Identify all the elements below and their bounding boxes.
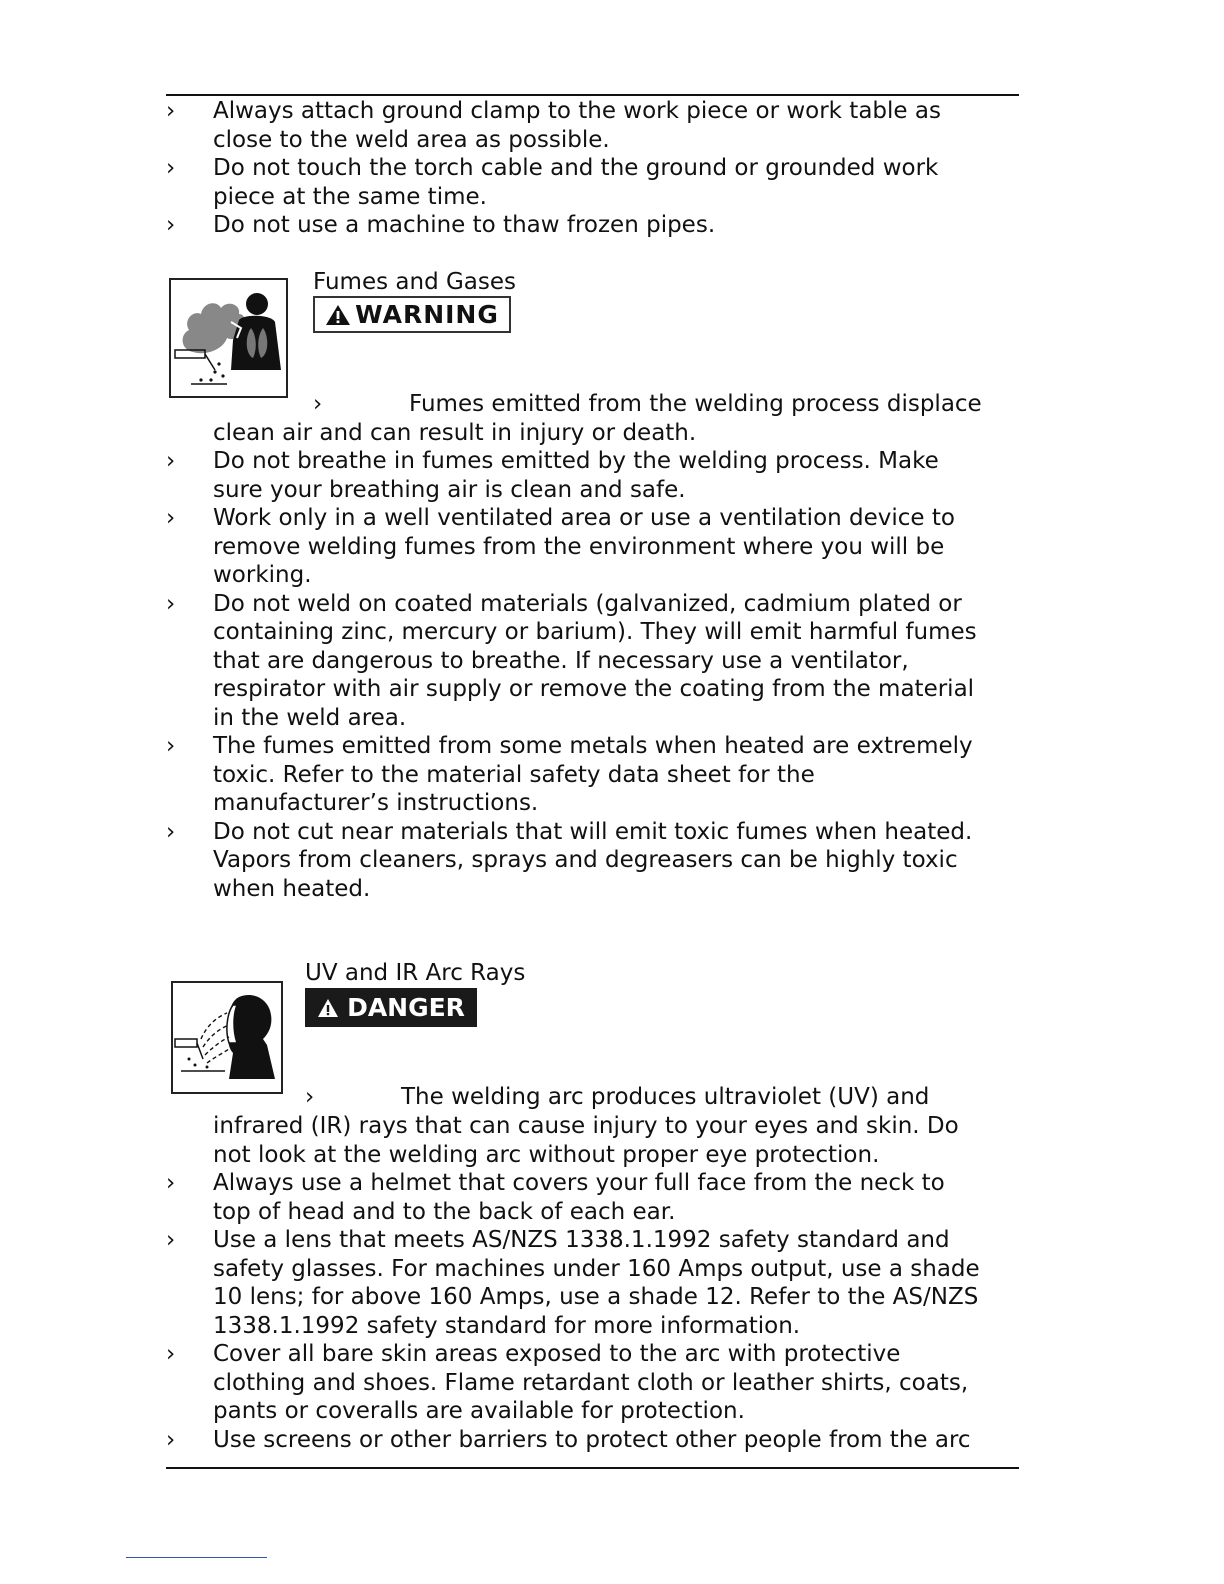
arc-lead-continuation (213, 1112, 959, 1169)
fumes-lead-continuation: clean air and can result in injury or death. (213, 420, 697, 446)
text-line: Vapors from cleaners, sprays and degreasers can be highly toxic (213, 847, 958, 873)
bottom-rule (166, 1467, 1019, 1469)
section-heading-fumes: Fumes and Gases (313, 269, 517, 295)
text-line: The welding arc produces ultraviolet (UV) and (401, 1084, 930, 1110)
bullet-marker: › (166, 505, 176, 531)
text-line: Do not use a machine to thaw frozen pipes. (213, 212, 716, 238)
bullet-marker: › (166, 733, 176, 759)
text-line: Use screens or other barriers to protect other people from the arc (213, 1426, 971, 1453)
list-item (166, 1340, 980, 1426)
text-line: respirator with air supply or remove the coating from the material (213, 676, 975, 702)
bullet-marker: › (166, 212, 176, 238)
text-line: remove welding fumes from the environment where you will be (213, 533, 945, 560)
list-item (166, 732, 977, 818)
list-item (166, 211, 941, 240)
text-line: safety glasses. For machines under 160 Amps output, use a shade (213, 1255, 980, 1282)
list-item (166, 1226, 980, 1340)
list-item (166, 154, 941, 211)
text-line: Do not breathe in fumes emitted by the welding process. Make (213, 448, 939, 474)
warning-triangle-icon (325, 304, 351, 326)
bullet-marker: › (166, 155, 176, 181)
bullet-marker: › (166, 1426, 176, 1453)
text-line: not look at the welding arc without proper eye protection. (213, 1141, 880, 1168)
text-line: Fumes emitted from the welding process displace (409, 391, 982, 417)
bullet-marker: › (313, 391, 323, 417)
intro-bullet-list (166, 97, 941, 240)
text-line: 1338.1.1992 safety standard for more information. (213, 1312, 801, 1339)
text-line: Always use a helmet that covers your full face from the neck to (213, 1170, 945, 1196)
bullet-marker: › (166, 590, 176, 617)
footer-underline (126, 1557, 267, 1558)
bullet-marker: › (166, 1170, 176, 1196)
text-line: close to the weld area as possible. (213, 126, 610, 153)
danger-badge-label: DANGER (347, 993, 465, 1022)
list-item (166, 590, 977, 733)
warning-triangle-icon (317, 998, 339, 1018)
bullet-marker: › (166, 98, 176, 124)
bullet-marker: › (166, 1227, 176, 1253)
text-line: toxic. Refer to the material safety data sheet for the (213, 761, 815, 788)
text-line: Cover all bare skin areas exposed to the arc with protective (213, 1341, 901, 1367)
list-item (166, 97, 941, 154)
text-line: piece at the same time. (213, 183, 487, 210)
text-line: when heated. (213, 875, 371, 902)
bullet-marker: › (166, 818, 176, 845)
fumes-hazard-icon (169, 278, 288, 398)
section-heading-arc: UV and IR Arc Rays (305, 960, 526, 986)
warning-badge (313, 296, 511, 333)
text-line: that are dangerous to breathe. If necessary use a ventilator, (213, 647, 909, 674)
bullet-marker: › (305, 1084, 315, 1110)
arc-bullet-list (166, 1169, 980, 1454)
fumes-bullet-list (166, 447, 977, 903)
text-line: pants or coveralls are available for protection. (213, 1398, 745, 1424)
list-item (166, 1169, 980, 1226)
text-line: Do not cut near materials that will emit toxic fumes when heated. (213, 818, 973, 845)
text-line: Work only in a well ventilated area or use a ventilation device to (213, 505, 955, 531)
bullet-marker: › (166, 1341, 176, 1367)
text-line: top of head and to the back of each ear. (213, 1198, 676, 1225)
text-line: infrared (IR) rays that can cause injury to your eyes and skin. Do (213, 1113, 959, 1139)
arc-lead-line (305, 1083, 929, 1112)
fumes-lead-line (313, 390, 982, 419)
top-rule (166, 94, 1019, 96)
text-line: The fumes emitted from some metals when heated are extremely (213, 733, 973, 759)
text-line: Do not touch the torch cable and the ground or grounded work (213, 155, 939, 181)
list-item (166, 1426, 980, 1455)
welding-helmet-icon (173, 983, 281, 1092)
text-line: containing zinc, mercury or barium). They will emit harmful fumes (213, 619, 977, 645)
text-line: manufacturer’s instructions. (213, 790, 539, 816)
bullet-marker: › (166, 448, 176, 474)
warning-badge-label: WARNING (355, 300, 499, 329)
arc-rays-hazard-icon (171, 981, 283, 1094)
danger-badge (305, 988, 477, 1027)
list-item (166, 504, 977, 590)
text-line: Use a lens that meets AS/NZS 1338.1.1992 safety standard and (213, 1227, 950, 1253)
text-line: Do not weld on coated materials (galvanized, cadmium plated or (213, 590, 962, 617)
list-item (166, 818, 977, 904)
text-line: in the weld area. (213, 704, 407, 731)
text-line: working. (213, 562, 312, 588)
list-item (166, 447, 977, 504)
text-line: clothing and shoes. Flame retardant cloth or leather shirts, coats, (213, 1369, 969, 1396)
text-line: sure your breathing air is clean and safe. (213, 476, 686, 503)
text-line: Always attach ground clamp to the work piece or work table as (213, 98, 941, 124)
fumes-breathing-icon (171, 280, 286, 396)
text-line: 10 lens; for above 160 Amps, use a shade 12. Refer to the AS/NZS (213, 1284, 979, 1310)
